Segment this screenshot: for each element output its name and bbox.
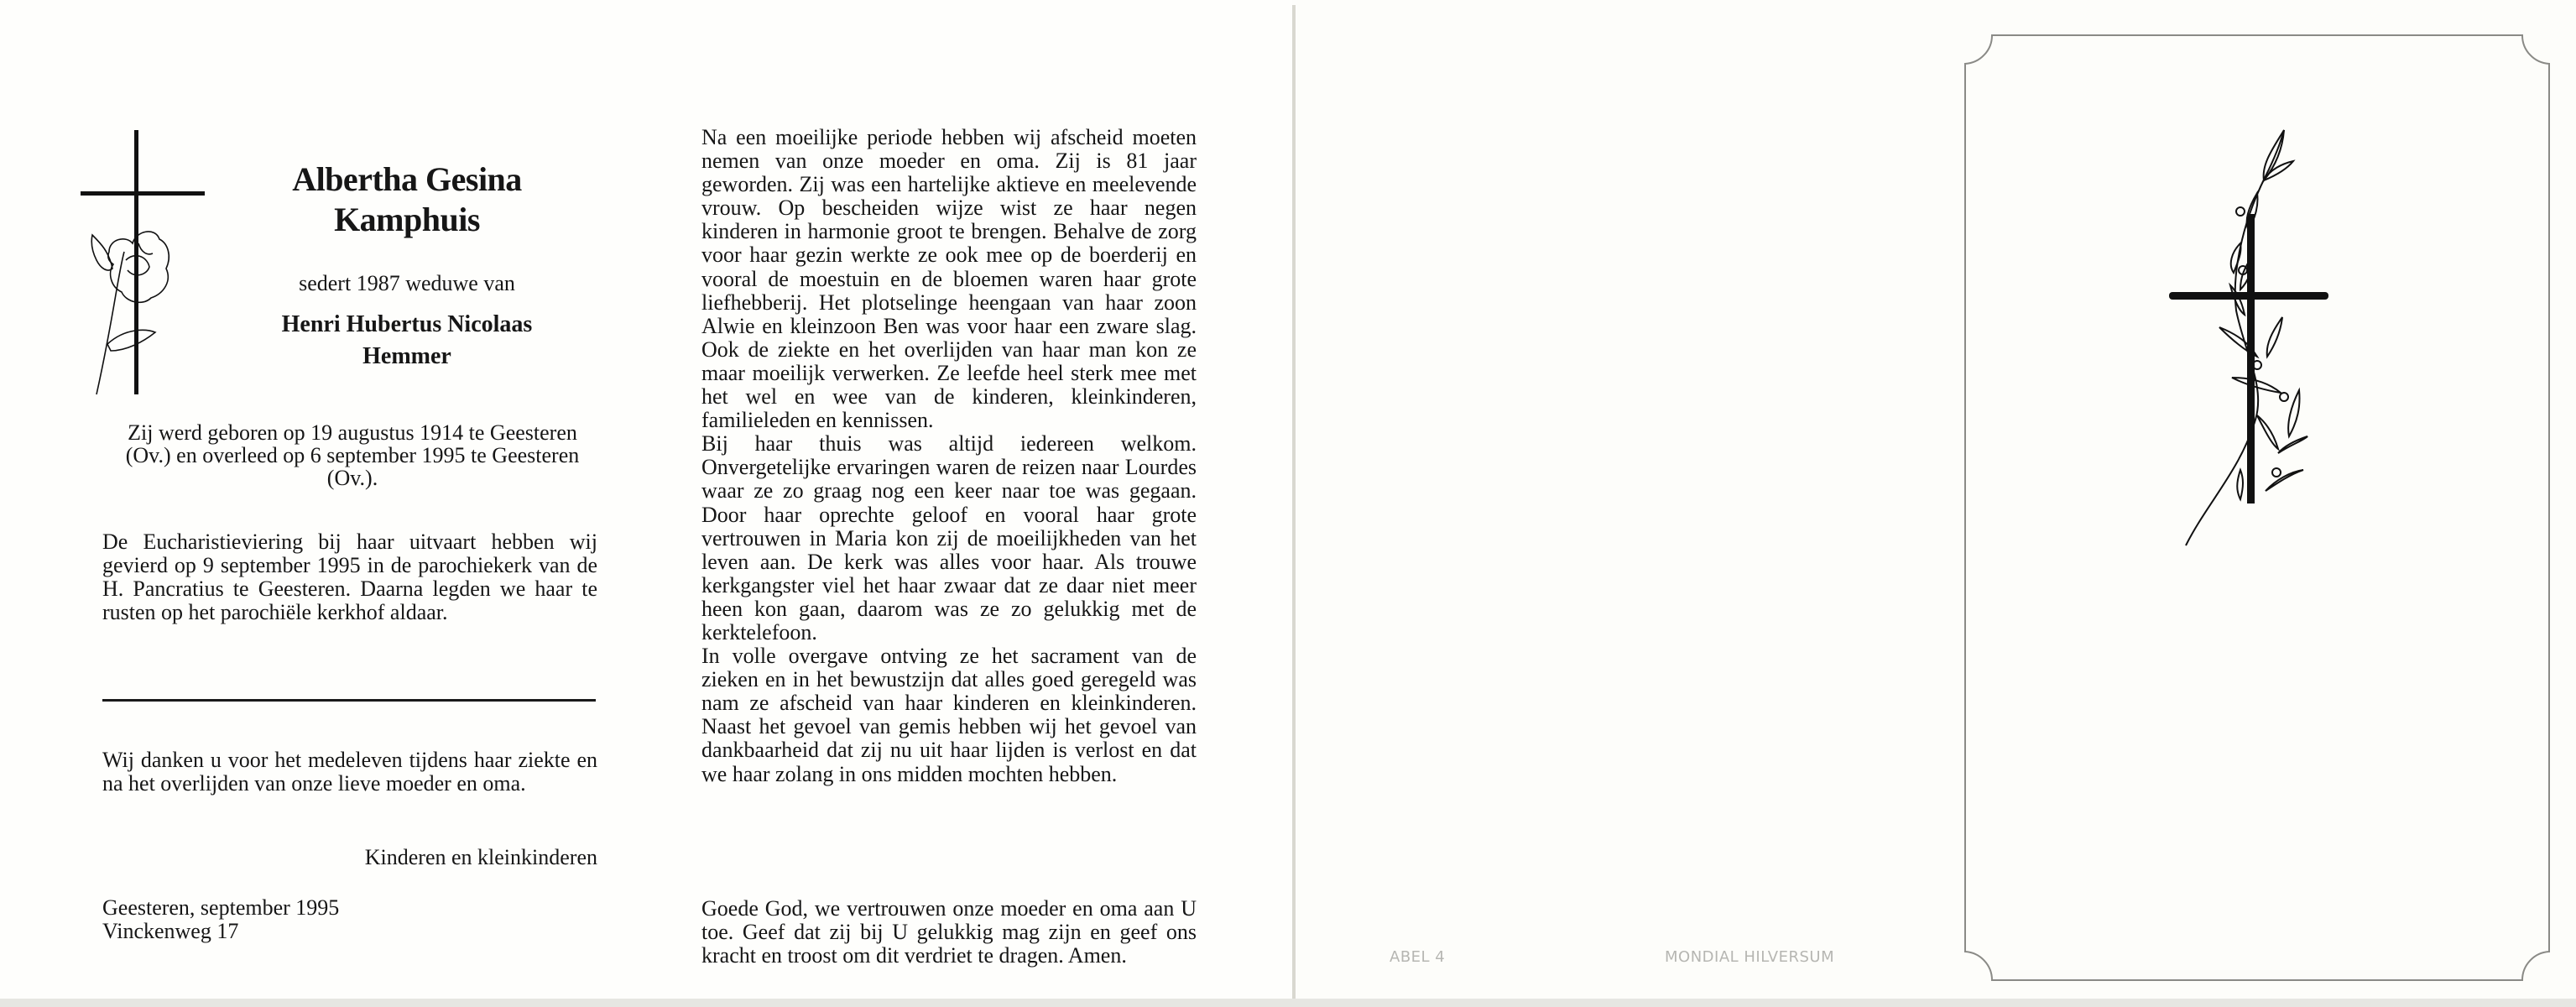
card-fold-line <box>1292 5 1296 1004</box>
scan-bottom-edge <box>0 999 2576 1007</box>
thanks-text: Wij danken u voor het medeleven tijdens haar ziekte en na het overlijden van onze lieve moeder en oma. <box>102 748 597 796</box>
cross-with-rose-icon <box>76 126 210 403</box>
funeral-mass-text: De Eucharistieviering bij haar uitvaart hebben wij gevierd op 9 september 1995 in de parochiekerk van de H. Pancratius te Geesteren. Daarna legden we haar te rusten op het parochiële kerkhof aldaar. <box>102 530 597 624</box>
widow-note: sedert 1987 weduwe van <box>299 271 515 295</box>
card-inner-spread <box>0 0 1292 999</box>
place-address <box>102 896 339 943</box>
husband-first-names: Henri Hubertus Nicolaas <box>281 311 533 337</box>
imprint-model: ABEL 4 <box>1390 948 1446 966</box>
divider-line <box>102 699 596 702</box>
address: Vinckenweg 17 <box>102 919 239 943</box>
birth-death-text: Zij werd geboren op 19 augustus 1914 te Geesteren (Ov.) en overleed op 6 september 1995 te Geesteren (Ov.). <box>125 420 580 490</box>
deceased-first-names: Albertha Gesina <box>292 160 522 198</box>
biography-paragraph: Bij haar thuis was altijd iedereen welkom. Onvergetelijke ervaringen waren de reizen naar Lourdes waar ze zo graag nog een keer naar toe was gegaan. Door haar oprechte geloof en vooral haar grote vertrouwen in Maria kon zij de moeilijkheden van het leven aan. De kerk was alles voor haar. Als trouwe kerkgangster viel het haar zwaar dat ze daar niet meer heen kon gaan, daarom was ze zo gelukkig met de kerktelefoon. <box>701 431 1197 644</box>
biography-paragraph: Na een moeilijke periode hebben wij afscheid moeten nemen van onze moeder en oma. Zij is 81 jaar geworden. Zij was een hartelijke aktieve en meelevende vrouw. Op bescheiden wijze wist ze haar negen kinderen in harmonie groot te brengen. Behalve de zorg voor haar gezin werkte ze ook mee op de boerderij en vooral de moestuin en de bloemen waren haar grote liefhebberij. Het plotselinge heengaan van haar zoon Alwie en kleinzoon Ben was voor haar een zware slag. Ook de ziekte en het overlijden van haar man kon ze maar moeilijk verwerken. Ze leefde heel sterk mee met het wel en wee van de kinderen, kleinkinderen, familieleden en kennissen. <box>701 125 1197 433</box>
cross-with-olive-branch-icon <box>2156 117 2358 554</box>
husband-surname: Hemmer <box>362 343 451 369</box>
prayer-text: Goede God, we vertrouwen onze moeder en oma aan U toe. Geef dat zij bij U gelukkig mag zijn en geef ons kracht en troost om dit verdriet te dragen. Amen. <box>701 896 1197 968</box>
biography <box>701 126 1197 786</box>
deceased-surname: Kamphuis <box>334 201 480 238</box>
place-date: Geesteren, september 1995 <box>102 895 340 920</box>
imprint-publisher: MONDIAL HILVERSUM <box>1665 948 1835 966</box>
signed-by: Kinderen en kleinkinderen <box>364 845 597 869</box>
biography-paragraph: In volle overgave ontving ze het sacrament van de zieken en in het bewustzijn dat alles goed geregeld was nam ze afscheid van haar kinderen en kleinkinderen. Naast het gevoel van gemis hebben wij het gevoel van dankbaarheid dat zij nu uit haar lijden is verlost en dat we haar zolang in ons midden mochten hebben. <box>701 644 1197 786</box>
title-block <box>227 159 587 373</box>
